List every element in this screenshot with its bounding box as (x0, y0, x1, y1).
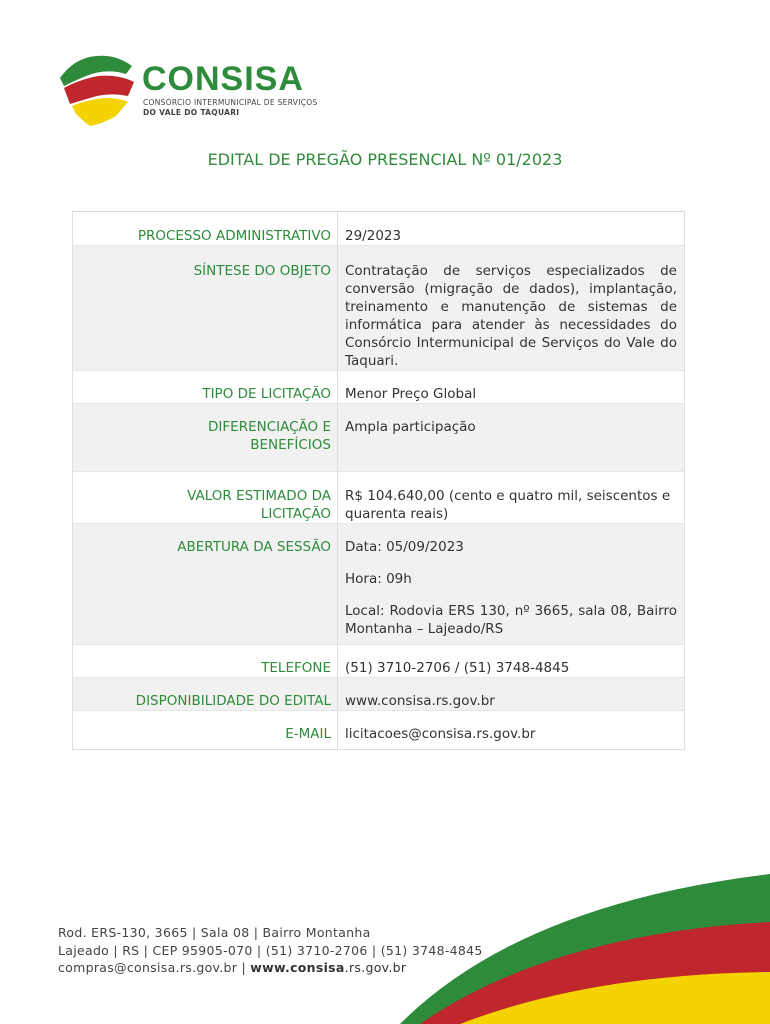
org-name: CONSISA (142, 60, 304, 98)
email-link[interactable]: licitacoes@consisa.rs.gov.br (345, 726, 536, 742)
row-value: Contratação de serviços especializados de conversão (migração de dados), implantação, treinamento e manutenção de sistemas de informática para atender às necessidades do Consórcio Intermunicipal de Serviços do Vale do Taquari. (345, 263, 677, 369)
footer-links: compras@consisa.rs.gov.br | www.consisa.rs.gov.br (58, 960, 407, 975)
document-title: EDITAL DE PREGÃO PRESENCIAL Nº 01/2023 (207, 150, 563, 169)
org-subtitle-line1: CONSÓRCIO INTERMUNICIPAL DE SERVIÇOS (143, 98, 318, 107)
row-value: 29/2023 (338, 212, 685, 246)
edital-info-table (72, 211, 685, 750)
row-label: PROCESSO ADMINISTRATIVO (73, 212, 338, 246)
row-label: DIFERENCIAÇÃO E BENEFÍCIOS (208, 419, 331, 453)
decorative-swoosh (400, 864, 770, 1024)
row-value: Menor Preço Global (345, 386, 477, 402)
row-abertura (73, 524, 685, 645)
session-place: Local: Rodovia ERS 130, nº 3665, sala 08, Bairro Montanha – Lajeado/RS (345, 603, 677, 637)
row-email (73, 711, 685, 750)
row-label: SÍNTESE DO OBJETO (193, 263, 331, 279)
footer-website-link[interactable]: www.consisa.rs.gov.br (250, 960, 407, 975)
row-tipo (73, 371, 685, 404)
row-diferenciacao (73, 404, 685, 472)
row-label: DISPONIBILIDADE DO EDITAL (135, 693, 331, 709)
row-label: TIPO DE LICITAÇÃO (202, 386, 331, 402)
row-label: ABERTURA DA SESSÃO (177, 539, 331, 555)
footer-city-phones: Lajeado | RS | CEP 95905-070 | (51) 3710-2706 | (51) 3748-4845 (58, 942, 483, 958)
org-subtitle-line2: DO VALE DO TAQUARI (143, 108, 240, 117)
row-label: E-MAIL (285, 726, 331, 742)
consisa-logo (56, 52, 336, 132)
session-date: Data: 05/09/2023 (345, 539, 464, 555)
row-valor (73, 472, 685, 524)
row-value: R$ 104.640,00 (cento e quatro mil, seiscentos e quarenta reais) (345, 488, 671, 522)
row-sintese (73, 246, 685, 371)
row-value: Ampla participação (345, 419, 476, 435)
row-disponibilidade (73, 678, 685, 711)
footer-email-link[interactable]: compras@consisa.rs.gov.br (58, 960, 238, 975)
row-telefone (73, 645, 685, 678)
footer-address: Rod. ERS-130, 3665 | Sala 08 | Bairro Montanha (58, 925, 371, 940)
row-label: VALOR ESTIMADO DA LICITAÇÃO (187, 488, 331, 522)
row-label: TELEFONE (261, 660, 331, 676)
session-time: Hora: 09h (345, 571, 412, 587)
row-value: (51) 3710-2706 / (51) 3748-4845 (345, 660, 570, 676)
rs-map-logo-icon (56, 52, 138, 128)
row-processo (73, 212, 685, 246)
edital-url-link[interactable]: www.consisa.rs.gov.br (345, 693, 495, 709)
